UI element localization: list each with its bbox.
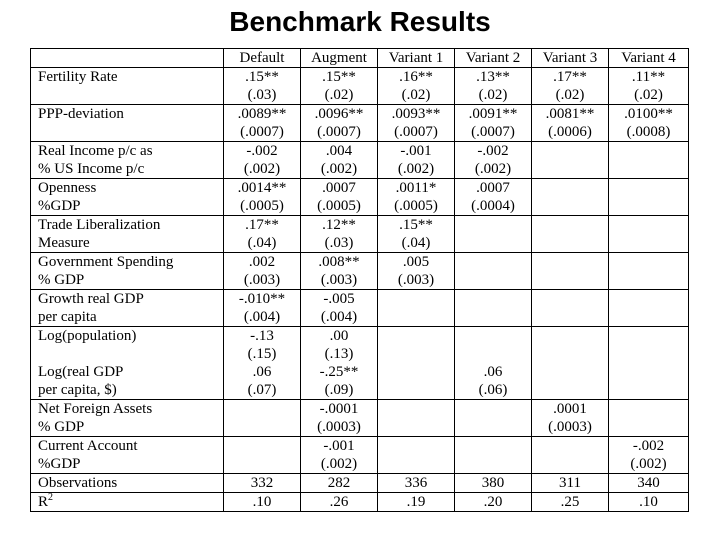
row-label <box>31 308 224 327</box>
table-cell: .15** <box>224 68 301 87</box>
slide-title: Benchmark Results <box>229 6 491 37</box>
table-cell <box>532 216 609 235</box>
table-cell: (.002) <box>609 455 689 474</box>
table-cell <box>224 437 301 456</box>
table-cell: (.0005) <box>224 197 301 216</box>
row-label <box>31 474 224 493</box>
row-label <box>31 437 224 456</box>
table-cell <box>609 271 689 290</box>
row-label-text: Log(population) <box>38 328 137 344</box>
table-cell: .0091** <box>455 105 532 124</box>
table-cell <box>609 345 689 363</box>
table-cell: -.002 <box>224 142 301 161</box>
table-cell: .12** <box>301 216 378 235</box>
table-row <box>31 123 689 142</box>
table-cell: (.09) <box>301 381 378 400</box>
table-cell: .13** <box>455 68 532 87</box>
row-label <box>31 160 224 179</box>
table-cell <box>378 437 455 456</box>
table-cell <box>224 418 301 437</box>
row-label <box>31 327 224 346</box>
table-cell: .004 <box>301 142 378 161</box>
table-cell: (.0005) <box>378 197 455 216</box>
table-cell: (.02) <box>455 86 532 105</box>
table-row <box>31 179 689 198</box>
table-cell: .0093** <box>378 105 455 124</box>
table-cell <box>378 381 455 400</box>
table-cell <box>532 179 609 198</box>
row-label <box>31 455 224 474</box>
table-cell <box>532 381 609 400</box>
table-cell: -.002 <box>609 437 689 456</box>
table-row <box>31 142 689 161</box>
table-cell: 380 <box>455 474 532 493</box>
table-cell: .15** <box>378 216 455 235</box>
table-row <box>31 308 689 327</box>
row-label <box>31 234 224 253</box>
table-row <box>31 455 689 474</box>
table-cell: .0001 <box>532 400 609 419</box>
table-row <box>31 437 689 456</box>
row-label <box>31 400 224 419</box>
table-cell <box>532 455 609 474</box>
table-cell: .10 <box>609 493 689 512</box>
table-cell: .06 <box>224 363 301 381</box>
table-cell <box>532 197 609 216</box>
table-cell: 336 <box>378 474 455 493</box>
table-row <box>31 474 689 493</box>
table-cell: (.0007) <box>455 123 532 142</box>
row-label <box>31 290 224 309</box>
row-label <box>31 381 224 400</box>
table-cell: (.002) <box>301 160 378 179</box>
row-label-text: per capita <box>38 309 97 325</box>
table-cell <box>609 142 689 161</box>
table-cell: .06 <box>455 363 532 381</box>
table-cell: .0014** <box>224 179 301 198</box>
row-label-text: %GDP <box>38 198 81 214</box>
table-cell: -.0001 <box>301 400 378 419</box>
row-label-text: per capita, $) <box>38 382 117 398</box>
table-cell <box>378 290 455 309</box>
table-cell <box>455 308 532 327</box>
table-cell <box>532 142 609 161</box>
table-cell: .16** <box>378 68 455 87</box>
row-label-superscript: 2 <box>48 492 54 503</box>
row-label-text: %GDP <box>38 456 81 472</box>
table-cell: 282 <box>301 474 378 493</box>
table-cell <box>609 400 689 419</box>
table-cell: .0007 <box>301 179 378 198</box>
column-header: Variant 3 <box>532 49 609 68</box>
row-label-text: Trade Liberalization <box>38 217 161 233</box>
table-cell <box>532 363 609 381</box>
table-cell: .002 <box>224 253 301 272</box>
table-cell: (.003) <box>301 271 378 290</box>
table-cell <box>224 400 301 419</box>
table-row <box>31 381 689 400</box>
table-cell: (.0005) <box>301 197 378 216</box>
row-label-text: Real Income p/c as <box>38 143 153 159</box>
table-cell <box>378 455 455 474</box>
table-cell: .0081** <box>532 105 609 124</box>
table-cell <box>609 234 689 253</box>
table-cell: (.03) <box>224 86 301 105</box>
table-row <box>31 86 689 105</box>
table-cell <box>532 308 609 327</box>
table-cell: .0007 <box>455 179 532 198</box>
table-cell: (.0007) <box>224 123 301 142</box>
row-label-text: Current Account <box>38 438 138 454</box>
table-cell <box>455 253 532 272</box>
row-label <box>31 68 224 87</box>
table-cell <box>455 455 532 474</box>
row-label <box>31 197 224 216</box>
table-cell <box>455 290 532 309</box>
table-cell: .005 <box>378 253 455 272</box>
table-cell: 332 <box>224 474 301 493</box>
column-header: Variant 4 <box>609 49 689 68</box>
row-label-text: Net Foreign Assets <box>38 401 153 417</box>
table-cell <box>378 400 455 419</box>
row-label <box>31 363 224 381</box>
table-cell <box>532 437 609 456</box>
table-row <box>31 197 689 216</box>
table-cell <box>609 381 689 400</box>
column-header: Default <box>224 49 301 68</box>
table-cell <box>532 327 609 346</box>
table-cell: -.001 <box>301 437 378 456</box>
table-cell: (.003) <box>224 271 301 290</box>
table-row <box>31 68 689 87</box>
table-cell <box>378 327 455 346</box>
table-cell: .008** <box>301 253 378 272</box>
table-cell: (.004) <box>224 308 301 327</box>
table-cell <box>609 363 689 381</box>
table-cell: (.002) <box>224 160 301 179</box>
table-cell: (.002) <box>455 160 532 179</box>
table-cell <box>609 253 689 272</box>
row-label-text: Fertility Rate <box>38 69 118 85</box>
table-cell: .0011* <box>378 179 455 198</box>
table-cell: -.010** <box>224 290 301 309</box>
table-row <box>31 290 689 309</box>
results-body <box>31 68 689 512</box>
table-cell: .10 <box>224 493 301 512</box>
table-cell <box>455 400 532 419</box>
table-cell: (.13) <box>301 345 378 363</box>
table-cell <box>609 179 689 198</box>
table-cell: .20 <box>455 493 532 512</box>
table-cell: .00 <box>301 327 378 346</box>
table-row <box>31 418 689 437</box>
table-cell: .19 <box>378 493 455 512</box>
table-cell <box>609 197 689 216</box>
table-cell <box>609 418 689 437</box>
column-header: Variant 2 <box>455 49 532 68</box>
table-cell: .26 <box>301 493 378 512</box>
table-cell <box>455 327 532 346</box>
row-label <box>31 216 224 235</box>
table-cell <box>532 160 609 179</box>
table-cell: (.02) <box>532 86 609 105</box>
row-label <box>31 493 224 512</box>
table-cell: (.07) <box>224 381 301 400</box>
table-cell <box>455 271 532 290</box>
row-label-text: % US Income p/c <box>38 161 145 177</box>
table-cell <box>455 234 532 253</box>
table-row <box>31 327 689 346</box>
results-table <box>30 48 689 512</box>
table-cell: (.04) <box>378 234 455 253</box>
table-cell <box>532 234 609 253</box>
table-cell: .0100** <box>609 105 689 124</box>
table-cell: .15** <box>301 68 378 87</box>
row-label-text: Openness <box>38 180 97 196</box>
table-cell <box>455 437 532 456</box>
table-cell: (.02) <box>609 86 689 105</box>
table-cell <box>378 308 455 327</box>
table-cell <box>532 271 609 290</box>
table-cell: .25 <box>532 493 609 512</box>
table-cell: .17** <box>224 216 301 235</box>
table-cell: (.003) <box>378 271 455 290</box>
row-label <box>31 345 224 363</box>
row-label <box>31 105 224 124</box>
table-cell: .11** <box>609 68 689 87</box>
table-cell: (.004) <box>301 308 378 327</box>
table-cell: (.0007) <box>378 123 455 142</box>
row-label-text: Observations <box>38 475 118 491</box>
row-label-text: R <box>38 494 49 510</box>
table-row <box>31 234 689 253</box>
table-cell <box>455 216 532 235</box>
table-cell <box>532 345 609 363</box>
table-row <box>31 105 689 124</box>
table-cell <box>609 290 689 309</box>
table-cell <box>378 345 455 363</box>
table-cell: (.02) <box>378 86 455 105</box>
header-row <box>31 49 689 68</box>
table-cell <box>378 418 455 437</box>
row-label <box>31 123 224 142</box>
table-cell <box>532 253 609 272</box>
table-cell <box>609 327 689 346</box>
table-cell: (.0006) <box>532 123 609 142</box>
table-cell: -.001 <box>378 142 455 161</box>
table-cell: (.0007) <box>301 123 378 142</box>
table-cell <box>532 290 609 309</box>
table-cell: (.15) <box>224 345 301 363</box>
table-cell: -.25** <box>301 363 378 381</box>
table-row <box>31 400 689 419</box>
table-cell: (.002) <box>301 455 378 474</box>
row-label <box>31 271 224 290</box>
table-cell: -.002 <box>455 142 532 161</box>
table-cell: -.005 <box>301 290 378 309</box>
table-cell: .0089** <box>224 105 301 124</box>
header-corner <box>31 49 224 68</box>
table-cell: (.0003) <box>301 418 378 437</box>
table-cell <box>455 418 532 437</box>
table-row <box>31 160 689 179</box>
table-row <box>31 493 689 512</box>
table-row <box>31 363 689 381</box>
row-label-text: Measure <box>38 235 90 251</box>
table-cell: .17** <box>532 68 609 87</box>
table-cell <box>609 308 689 327</box>
table-row <box>31 216 689 235</box>
table-cell: (.0004) <box>455 197 532 216</box>
row-label <box>31 142 224 161</box>
table-cell <box>378 363 455 381</box>
table-cell: (.02) <box>301 86 378 105</box>
table-cell: (.0008) <box>609 123 689 142</box>
row-label <box>31 253 224 272</box>
table-row <box>31 345 689 363</box>
table-row <box>31 253 689 272</box>
table-cell: (.04) <box>224 234 301 253</box>
table-cell: 311 <box>532 474 609 493</box>
column-header: Augment <box>301 49 378 68</box>
table-cell: 340 <box>609 474 689 493</box>
row-label <box>31 179 224 198</box>
row-label <box>31 86 224 105</box>
table-cell: (.06) <box>455 381 532 400</box>
column-header: Variant 1 <box>378 49 455 68</box>
table-cell <box>455 345 532 363</box>
table-cell <box>609 160 689 179</box>
row-label-text: % GDP <box>38 272 85 288</box>
row-label-text: % GDP <box>38 419 85 435</box>
table-cell: .0096** <box>301 105 378 124</box>
table-cell: -.13 <box>224 327 301 346</box>
table-cell <box>609 216 689 235</box>
row-label <box>31 418 224 437</box>
row-label-text: Government Spending <box>38 254 174 270</box>
table-row <box>31 271 689 290</box>
row-label-text: PPP-deviation <box>38 106 124 122</box>
table-cell: (.002) <box>378 160 455 179</box>
table-cell: (.03) <box>301 234 378 253</box>
row-label-text: Log(real GDP <box>38 364 124 380</box>
row-label-text: Growth real GDP <box>38 291 144 307</box>
table-cell <box>224 455 301 474</box>
table-cell: (.0003) <box>532 418 609 437</box>
